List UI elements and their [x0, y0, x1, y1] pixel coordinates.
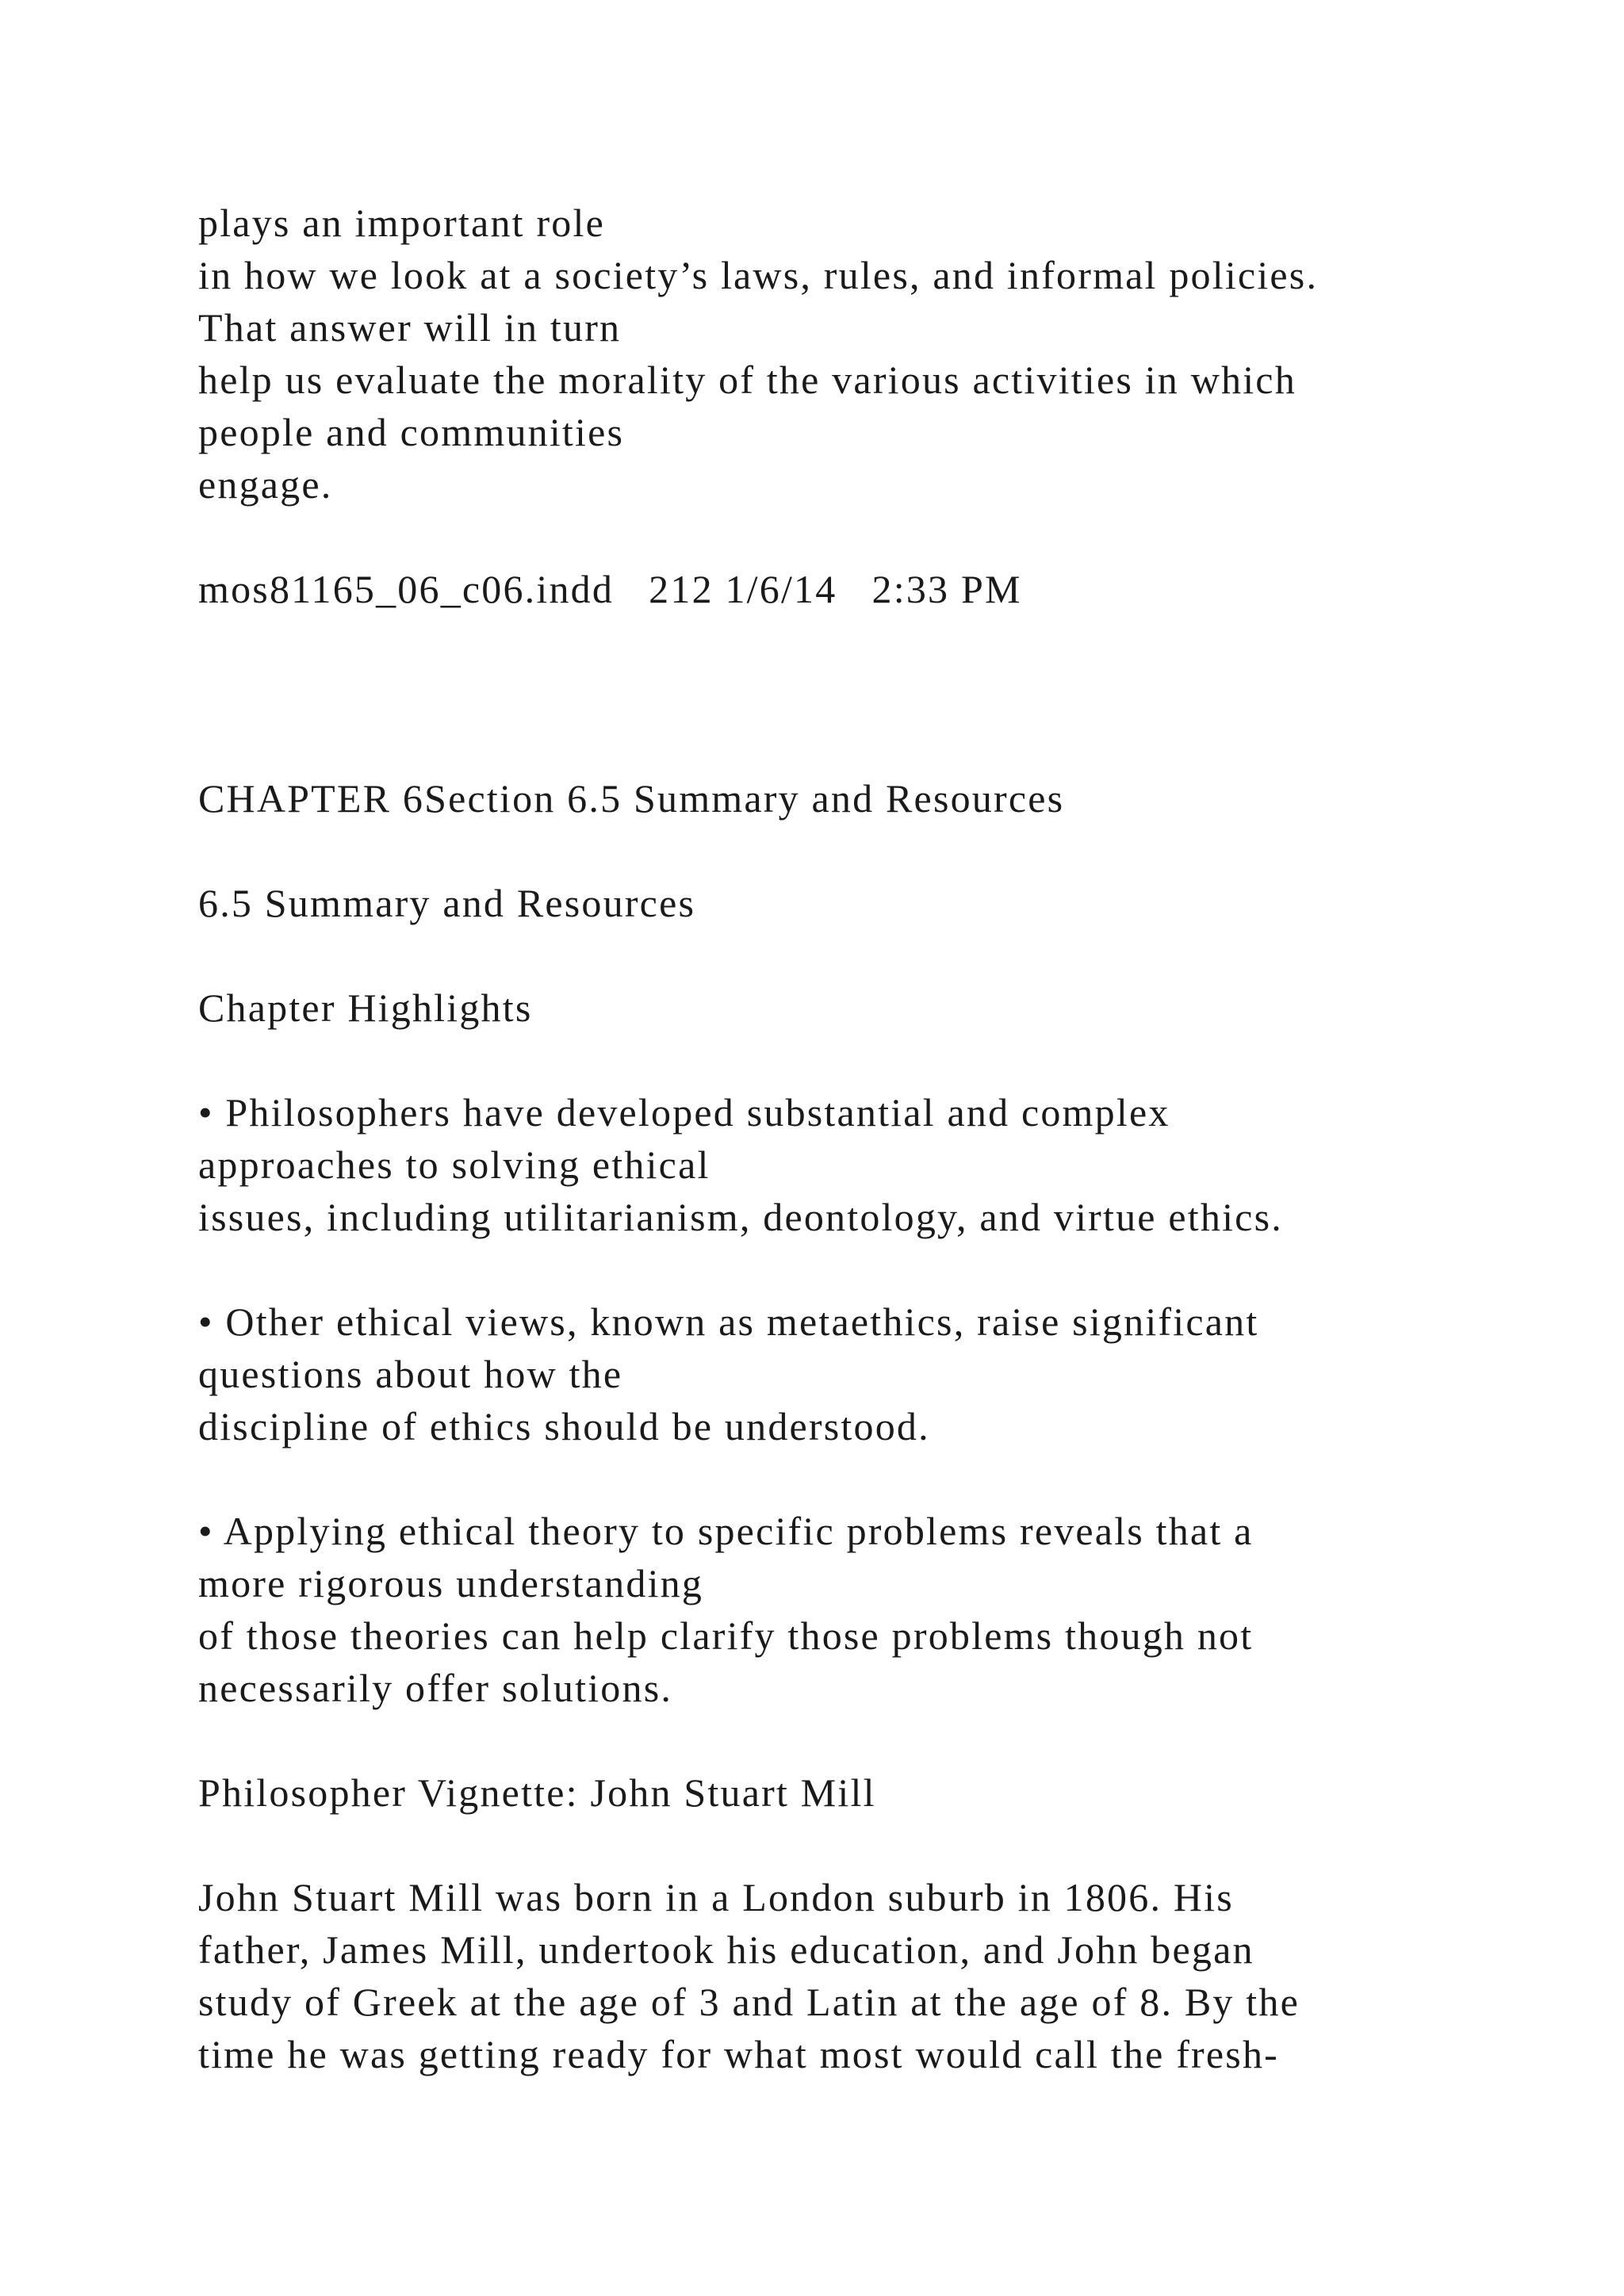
highlight-bullet — [198, 1086, 1594, 1243]
document-page — [198, 197, 1594, 2080]
text-line: study of Greek at the age of 3 and Latin at the age of 8. By the — [198, 1980, 1300, 2024]
text-line: in how we look at a society’s laws, rules, and informal policies. — [198, 253, 1319, 297]
text-line: of those theories can help clarify those problems though not — [198, 1613, 1254, 1658]
vignette-paragraph — [198, 1871, 1594, 2080]
blank-line — [198, 615, 1594, 668]
blank-line — [198, 720, 1594, 772]
text-line: discipline of ethics should be understood. — [198, 1404, 930, 1448]
text-line: more rigorous understanding — [198, 1561, 704, 1605]
text-line: people and communities — [198, 410, 625, 454]
blank-line — [198, 929, 1594, 982]
blank-line — [198, 1452, 1594, 1505]
blank-line — [198, 1819, 1594, 1871]
chapter-header: CHAPTER 6Section 6.5 Summary and Resources — [198, 776, 1065, 821]
text-line: John Stuart Mill was born in a London suburb in 1806. His — [198, 1875, 1234, 1919]
text-line: That answer will in turn — [198, 305, 622, 350]
blank-line — [198, 511, 1594, 563]
blank-line — [198, 668, 1594, 720]
blank-line — [198, 825, 1594, 877]
text-line: help us evaluate the morality of the various activities in which — [198, 358, 1297, 402]
vignette-heading: Philosopher Vignette: John Stuart Mill — [198, 1770, 876, 1815]
text-line: plays an important role — [198, 201, 605, 245]
page-footer: mos81165_06_c06.indd 212 1/6/14 2:33 PM — [198, 567, 1022, 611]
text-line: approaches to solving ethical — [198, 1142, 710, 1187]
text-line: questions about how the — [198, 1352, 623, 1396]
highlight-bullet — [198, 1295, 1594, 1452]
text-line: father, James Mill, undertook his education, and John began — [198, 1927, 1254, 1972]
section-title: 6.5 Summary and Resources — [198, 881, 696, 925]
blank-line — [198, 1034, 1594, 1086]
text-line: • Applying ethical theory to specific problems reveals that a — [198, 1509, 1254, 1553]
highlights-heading: Chapter Highlights — [198, 985, 533, 1030]
text-line: time he was getting ready for what most would call the fresh- — [198, 2032, 1280, 2076]
text-line: issues, including utilitarianism, deontology, and virtue ethics. — [198, 1195, 1283, 1239]
text-line: necessarily offer solutions. — [198, 1666, 673, 1710]
blank-line — [198, 1714, 1594, 1766]
text-line: • Philosophers have developed substantial and complex — [198, 1090, 1170, 1135]
blank-line — [198, 1243, 1594, 1295]
text-line: engage. — [198, 462, 333, 507]
text-line: • Other ethical views, known as metaethics, raise significant — [198, 1299, 1259, 1344]
paragraph-continuation — [198, 197, 1594, 511]
highlight-bullet — [198, 1505, 1594, 1714]
